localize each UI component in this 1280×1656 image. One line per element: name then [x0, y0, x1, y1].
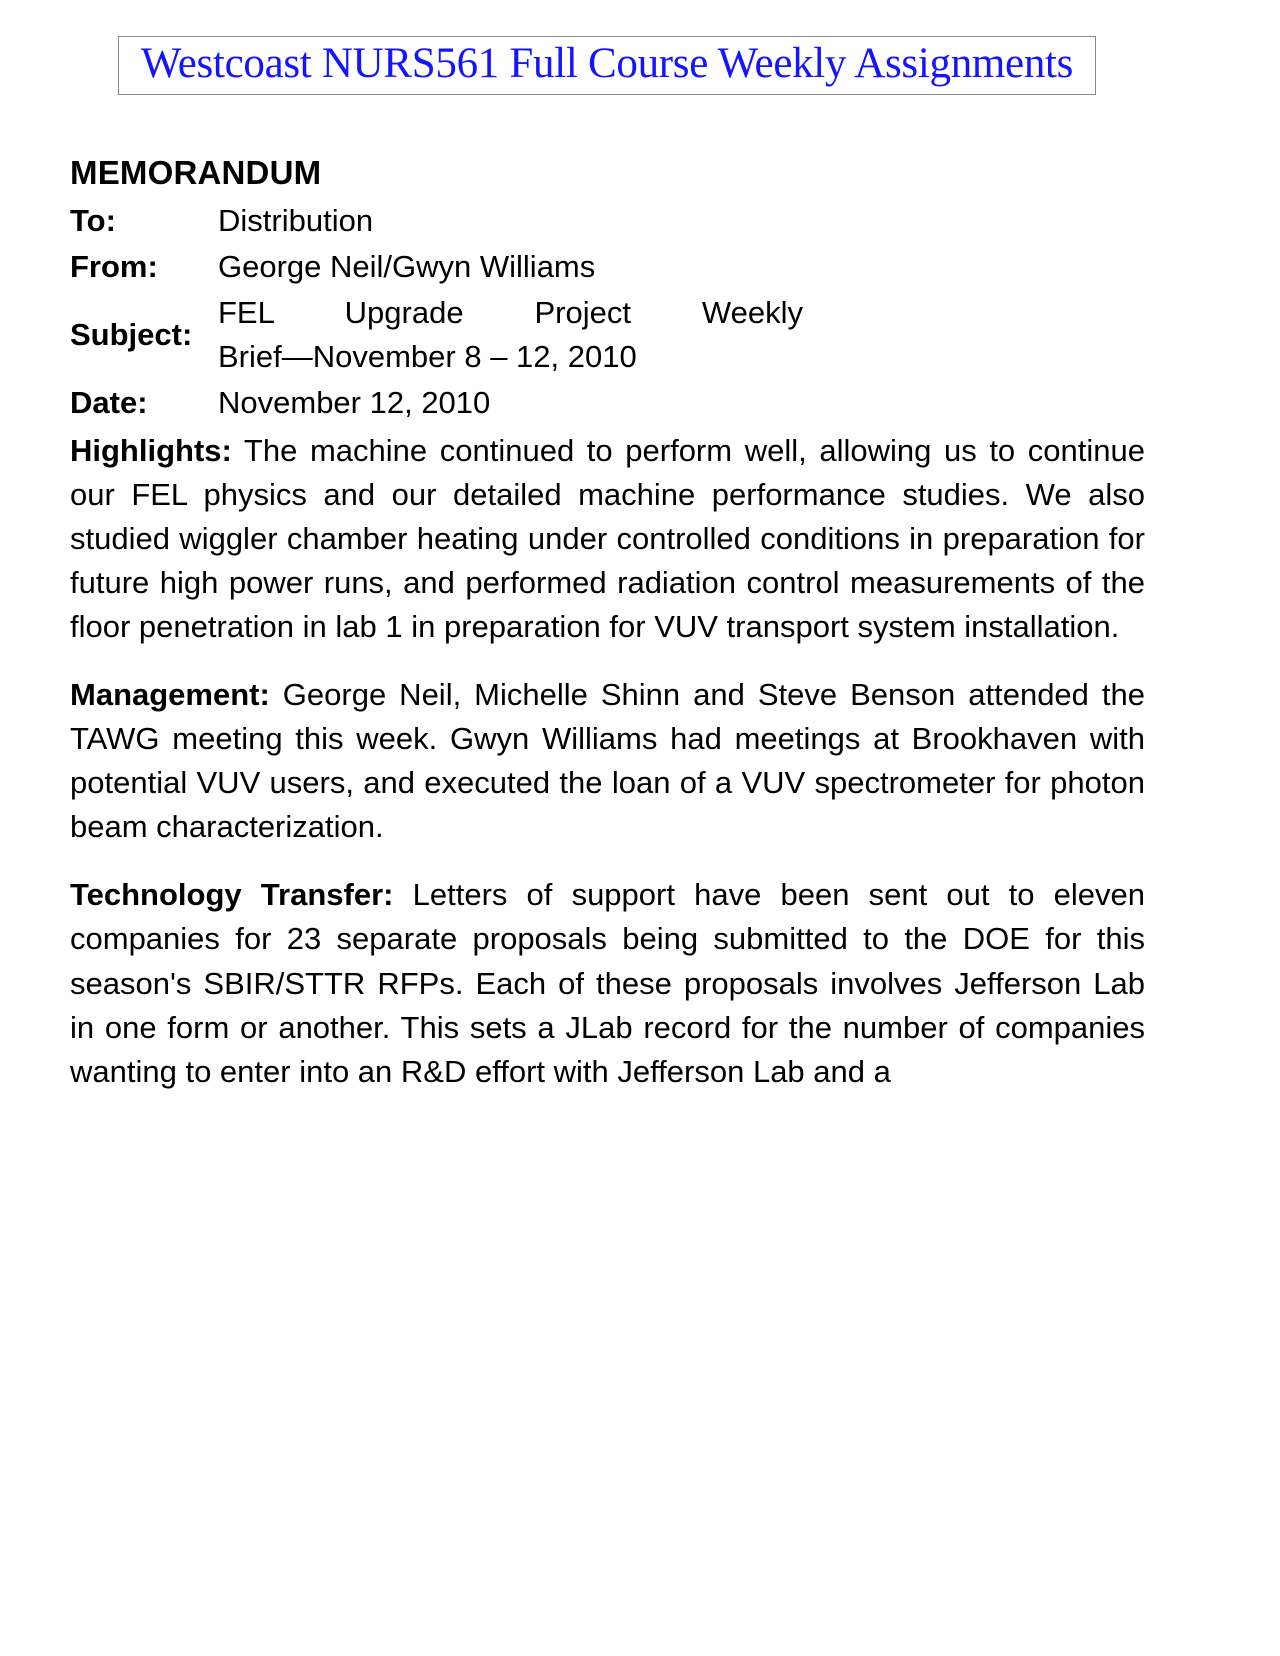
section-technology-transfer-text: Letters of support have been sent out to eleven companies for 23 separate proposals being submitted to the DOE for this season's SBIR/STTR RFPs. Each of these proposals involves Jefferson Lab in one form or another. This sets a JLab record for the number of companies wanting to enter into an R&D effort with Jefferson Lab and a: [70, 877, 1145, 1089]
memo-field-to-label: To:: [70, 203, 116, 239]
memo-field-to: [70, 199, 1145, 243]
section-management-text: George Neil, Michelle Shinn and Steve Benson attended the TAWG meeting this week. Gwyn Williams had meetings at Brookhaven with potential VUV users, and executed the loan of a VUV spectrometer for photon beam characterization.: [70, 677, 1145, 845]
memo-field-subject: [70, 291, 1145, 379]
memo-field-date-label: Date:: [70, 385, 148, 421]
memo-field-subject-value-line2: Brief—November 8 – 12, 2010: [218, 339, 637, 375]
document-body: [70, 152, 1145, 1094]
memo-field-to-value: Distribution: [218, 203, 374, 239]
memo-field-date-value: November 12, 2010: [218, 385, 491, 421]
memo-field-from-value: George Neil/Gwyn Williams: [218, 249, 596, 285]
section-highlights-heading: Highlights:: [70, 433, 232, 469]
document-title-box: [118, 36, 1096, 95]
memo-field-date: [70, 381, 1145, 425]
memo-field-from-label: From:: [70, 249, 158, 285]
section-highlights: [70, 429, 1145, 649]
memo-field-subject-label: Subject:: [70, 317, 193, 353]
section-management: [70, 673, 1145, 849]
memo-field-subject-value-line1: FEL Upgrade Project Weekly: [218, 295, 803, 331]
memo-field-from: [70, 245, 1145, 289]
section-management-heading: Management:: [70, 677, 270, 713]
page-title: Westcoast NURS561 Full Course Weekly Assignments: [140, 40, 1074, 87]
section-highlights-text: The machine continued to perform well, allowing us to continue our FEL physics and our detailed machine performance studies. We also studied wiggler chamber heating under controlled conditions in preparation for future high power runs, and performed radiation control measurements of the floor penetration in lab 1 in preparation for VUV transport system installation.: [70, 433, 1145, 645]
section-technology-transfer-heading: Technology Transfer:: [70, 877, 394, 913]
memo-field-subject-value: [218, 291, 803, 379]
section-technology-transfer: [70, 873, 1145, 1093]
memorandum-heading: MEMORANDUM: [70, 154, 322, 191]
